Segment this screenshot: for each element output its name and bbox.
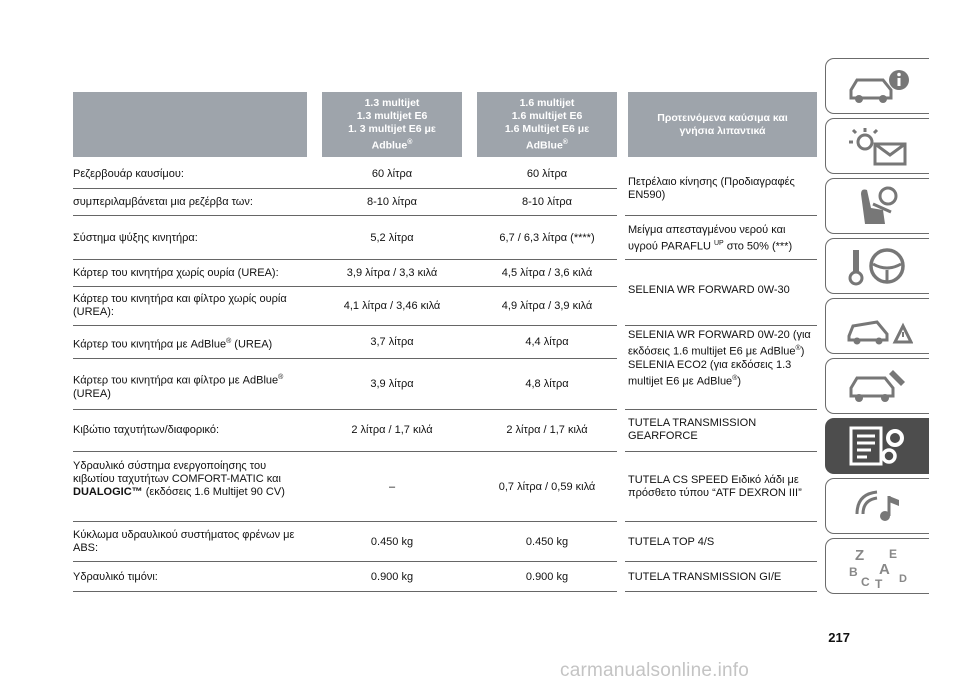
row-gearbox-v2: 2 λίτρα / 1,7 κιλά [506,423,588,436]
row-divider [73,325,617,326]
row-gearbox-hydraulic-v1: – [388,480,396,493]
svg-text:D: D [898,573,907,585]
row-cooling-label: Σύστημα ψύξης κινητήρα: [73,231,198,244]
watermark: carmanualsonline.info [560,660,750,681]
multimedia-icon [843,484,913,528]
row-cooling-v1: 5,2 λίτρα [370,231,414,244]
warning-lights-icon [843,124,913,168]
row-sump-filter-adblue-label: Κάρτερ του κινητήρα και φίλτρο με AdBlue® (UREA) [73,374,284,400]
svg-text:C: C [860,575,870,588]
car-info-icon [843,64,913,108]
alphabetical-index-icon [843,544,913,588]
car-maintenance-icon [843,364,913,408]
row-divider [73,215,617,216]
tab-multimedia[interactable] [825,478,929,534]
row-divider [625,521,817,522]
svg-text:E: E [888,547,897,561]
row-brakes-v2: 0.450 kg [525,535,569,548]
row-sump-no-urea-v1: 3,9 λίτρα / 3,3 κιλά [346,266,438,279]
row-reserve-label: συμπεριλαμβάνεται μια ρεζέρβα των: [73,195,253,208]
row-divider [625,259,817,260]
row-divider [625,325,817,326]
row-divider [73,188,617,189]
fluid-engine-oil-0w20-eco2: SELENIA WR FORWARD 0W-20 (για εκδόσεις 1.6 multijet E6 με AdBlue®) SELENIA ECO2 (για εκδόσεις 1.3 multijet E6 με AdBlue®) [628,329,811,388]
fluid-steering: TUTELA TRANSMISSION GI/E [628,570,782,583]
row-sump-filter-adblue-v1: 3,9 λίτρα [370,377,414,390]
svg-text:A: A [878,561,890,578]
fluid-engine-oil-0w30: SELENIA WR FORWARD 0W-30 [628,283,790,296]
row-sump-no-urea-label: Κάρτερ του κινητήρα χωρίς ουρία (UREA): [73,266,279,279]
svg-text:Z: Z [854,547,864,564]
row-sump-filter-no-urea-label: Κάρτερ του κινητήρα και φίλτρο χωρίς ουρία (UREA): [73,293,287,318]
airbag-seat-icon [843,184,913,228]
key-steering-wheel-icon [843,244,913,288]
tab-maintenance[interactable] [825,358,929,414]
page-number: 217 [828,630,850,645]
row-divider [73,286,617,287]
row-steering-v1: 0.900 kg [370,570,414,583]
row-reserve-v1: 8-10 λίτρα [367,195,417,208]
row-brakes-v1: 0.450 kg [370,535,414,548]
svg-text:T: T [874,577,882,588]
fluid-diesel: Πετρέλαιο κίνησης (Προδιαγραφές EN590) [628,176,795,201]
row-divider [625,215,817,216]
row-divider [73,259,617,260]
header-engine-1-6: 1.6 multijet 1.6 multijet E6 1.6 Multijet E6 με AdBlue® [477,92,617,157]
tab-technical-data[interactable] [825,418,929,474]
row-divider [73,521,617,522]
row-sump-adblue-label: Κάρτερ του κινητήρα με AdBlue® (UREA) [73,338,273,351]
fluid-gearforce: TUTELA TRANSMISSION GEARFORCE [628,417,757,442]
row-fuel-tank-label: Ρεζερβουάρ καυσίμου: [73,167,184,180]
row-sump-no-urea-v2: 4,5 λίτρα / 3,6 κιλά [501,266,593,279]
emergency-car-icon [843,304,913,348]
fluid-cs-speed: TUTELA CS SPEED Ειδικό λάδι με πρόσθετο τύπου “ATF DEXRON III” [628,474,802,499]
svg-text:B: B [848,565,858,579]
row-gearbox-hydraulic-label: Υδραυλικό σύστημα ενεργοποίησης του κιβωτίου ταχυτήτων COMFORT-MATIC και DUALOGIC™ (εκδόσεις 1.6 Multijet 90 CV) [73,460,285,498]
header-engine-1-3: 1.3 multijet 1.3 multijet E6 1. 3 multijet E6 με Adblue® [322,92,462,157]
row-gearbox-hydraulic-v2: 0,7 λίτρα / 0,59 κιλά [498,480,596,493]
technical-data-icon [843,424,913,468]
row-divider [625,451,817,452]
row-sump-adblue-v1: 3,7 λίτρα [370,335,414,348]
row-divider [73,561,617,562]
row-brakes-label: Κύκλωμα υδραυλικού συστήματος φρένων με ABS: [73,529,295,554]
row-steering-label: Υδραυλικό τιμόνι: [73,570,158,583]
tab-emergency[interactable] [825,298,929,354]
row-divider [73,358,617,359]
tab-warning-lights[interactable] [825,118,929,174]
row-reserve-v2: 8-10 λίτρα [522,195,572,208]
fluid-coolant: Μείγμα απεσταγμένου νερού και υγρού PARAFLU $^{UP}$ στο 50% (***) [628,224,793,253]
tab-safety[interactable] [825,178,929,234]
fluid-brake: TUTELA TOP 4/S [628,535,715,548]
row-sump-adblue-v2: 4,4 λίτρα [525,335,569,348]
tab-starting-driving[interactable] [825,238,929,294]
header-blank-cell [73,92,307,157]
row-cooling-v2: 6,7 / 6,3 λίτρα (****) [499,231,595,244]
row-divider [625,409,817,410]
row-fuel-tank-v2: 60 λίτρα [526,167,568,180]
row-divider [73,591,617,592]
tab-car-info[interactable] [825,58,929,114]
tab-index[interactable] [825,538,929,594]
row-gearbox-label: Κιβώτιο ταχυτήτων/διαφορικό: [73,423,220,436]
row-sump-filter-adblue-v2: 4,8 λίτρα [525,377,569,390]
header-recommended-fluids: Προτεινόμενα καύσιμα και γνήσια λιπαντικά [628,92,817,157]
row-fuel-tank-v1: 60 λίτρα [371,167,413,180]
row-sump-filter-no-urea-v2: 4,9 λίτρα / 3,9 κιλά [501,299,593,312]
row-divider [73,409,617,410]
row-steering-v2: 0.900 kg [525,570,569,583]
row-sump-filter-no-urea-v1: 4,1 λίτρα / 3,46 κιλά [343,299,441,312]
row-gearbox-v1: 2 λίτρα / 1,7 κιλά [351,423,433,436]
row-divider [73,451,617,452]
row-divider [625,561,817,562]
row-divider [625,591,817,592]
